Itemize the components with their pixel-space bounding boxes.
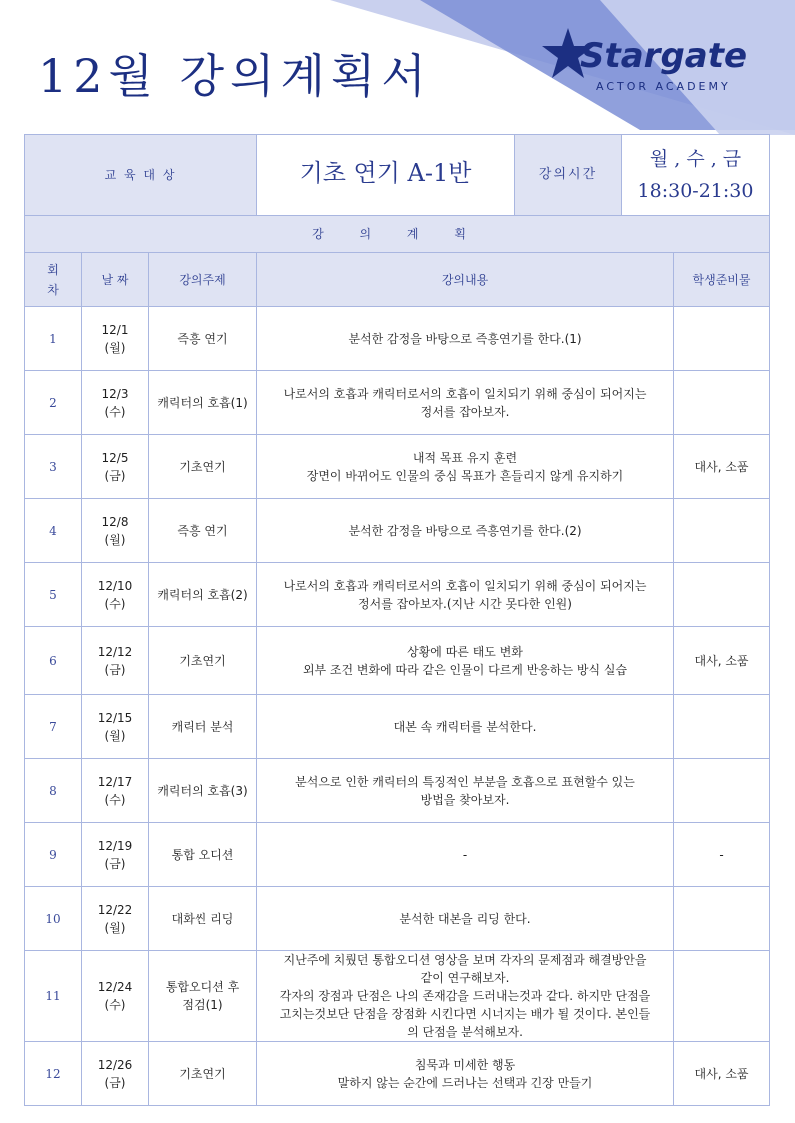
row-materials [674,563,770,627]
col-subject: 강의주제 [149,253,257,307]
target-label: 교 육 대 상 [25,135,257,216]
row-subject: 통합 오디션 [149,823,257,887]
info-row [25,135,770,216]
row-materials [674,951,770,1042]
row-number: 11 [25,951,82,1042]
row-content: 침묵과 미세한 행동 말하지 않는 순간에 드러나는 선택과 긴장 만들기 [257,1042,674,1106]
row-date-value: 12/1 [101,322,129,337]
row-date-value: 12/5 [101,450,129,465]
row-materials [674,499,770,563]
row-subject: 통합오디션 후 점검(1) [149,951,257,1042]
schedule-cell [515,135,770,216]
row-materials [674,695,770,759]
days: 월 , 수 , 금 [649,148,742,170]
row-date [82,1042,149,1106]
row-date [82,307,149,371]
row-number: 3 [25,435,82,499]
row-date-value: 12/10 [97,578,133,593]
row-number: 5 [25,563,82,627]
row-subject: 대화씬 리딩 [149,887,257,951]
row-day: (월) [104,728,126,743]
time-value [622,135,770,215]
row-date [82,371,149,435]
col-round: 회 차 [25,253,82,307]
row-day: (금) [104,468,126,483]
row-number: 8 [25,759,82,823]
table-row [25,823,770,887]
row-subject: 즉흥 연기 [149,499,257,563]
logo-wordmark: Stargate [580,36,748,76]
row-subject: 캐릭터의 호흡(2) [149,563,257,627]
row-day: (금) [104,1075,126,1090]
lecture-rows [25,307,770,1106]
lecture-plan-table [24,134,770,1106]
table-row [25,627,770,695]
row-date-value: 12/26 [97,1057,133,1072]
row-subject: 캐릭터의 호흡(1) [149,371,257,435]
row-day: (금) [104,856,126,871]
row-number: 6 [25,627,82,695]
row-subject: 기초연기 [149,435,257,499]
hours: 18:30-21:30 [637,180,754,202]
row-day: (수) [104,998,126,1012]
row-subject: 즉흥 연기 [149,307,257,371]
row-day: (금) [104,662,126,677]
row-date-value: 12/3 [101,386,129,401]
row-materials [674,307,770,371]
row-day: (수) [104,596,126,611]
row-date [82,695,149,759]
class-name: 기초 연기 A-1반 [257,135,515,216]
table-row [25,307,770,371]
col-materials: 학생준비물 [674,253,770,307]
col-content: 강의내용 [257,253,674,307]
row-content: 내적 목표 유지 훈련 장면이 바뀌어도 인물의 중심 목표가 흔들리지 않게 유지하기 [257,435,674,499]
row-subject: 기초연기 [149,1042,257,1106]
row-content: 지난주에 치뤘던 통합오디션 영상을 보며 각자의 문제점과 해결방안을 같이 연구해보자. 각자의 장점과 단점은 나의 존재감을 드러내는것과 같다. 하지만 단점을 고치는것보단 단점을 장점화 시킨다면 시너지는 배가 될 것이다. 본인들 의 단점을 분석해보자. [257,951,674,1042]
row-number: 7 [25,695,82,759]
row-content: 분석한 감정을 바탕으로 즉흥연기를 한다.(2) [257,499,674,563]
row-number: 1 [25,307,82,371]
row-materials [674,371,770,435]
row-subject: 캐릭터의 호흡(3) [149,759,257,823]
row-date-value: 12/8 [101,514,129,529]
row-content: 분석으로 인한 캐릭터의 특징적인 부분을 호흡으로 표현할수 있는 방법을 찾아보자. [257,759,674,823]
row-date [82,627,149,695]
row-materials [674,759,770,823]
table-row [25,371,770,435]
table-row [25,759,770,823]
row-date [82,499,149,563]
row-date [82,759,149,823]
row-number: 12 [25,1042,82,1106]
row-materials: - [674,823,770,887]
row-number: 9 [25,823,82,887]
row-number: 4 [25,499,82,563]
column-header-row [25,253,770,307]
row-content: 분석한 대본을 리딩 한다. [257,887,674,951]
row-content: 상황에 따른 태도 변화 외부 조건 변화에 따라 같은 인물이 다르게 반응하는 방식 실습 [257,627,674,695]
page-title: 12월 강의계획서 [38,49,432,103]
row-day: (월) [104,340,126,355]
row-number: 10 [25,887,82,951]
table-row [25,435,770,499]
row-subject: 캐릭터 분석 [149,695,257,759]
row-number: 2 [25,371,82,435]
row-date [82,887,149,951]
row-materials: 대사, 소품 [674,1042,770,1106]
col-date: 날 짜 [82,253,149,307]
row-day: (수) [104,404,126,419]
row-date-value: 12/24 [97,980,133,994]
row-date-value: 12/19 [97,838,133,853]
row-date [82,951,149,1042]
row-day: (수) [104,792,126,807]
logo-tagline: ACTOR ACADEMY [596,80,731,93]
row-subject: 기초연기 [149,627,257,695]
row-date [82,435,149,499]
table-row [25,563,770,627]
row-content: 나로서의 호흡과 캐릭터로서의 호흡이 일치되기 위해 중심이 되어지는 정서를 잡아보자.(지난 시간 못다한 인원) [257,563,674,627]
table-row [25,499,770,563]
row-content: - [257,823,674,887]
table-row [25,1042,770,1106]
stargate-logo [540,26,770,98]
table-row [25,951,770,1042]
row-content: 나로서의 호흡과 캐릭터로서의 호흡이 일치되기 위해 중심이 되어지는 정서를 잡아보자. [257,371,674,435]
row-day: (월) [104,532,126,547]
plan-title: 강 의 계 획 [25,216,770,253]
row-date-value: 12/22 [97,902,133,917]
row-date [82,823,149,887]
table-row [25,695,770,759]
row-materials [674,887,770,951]
row-content: 분석한 감정을 바탕으로 즉흥연기를 한다.(1) [257,307,674,371]
table-row [25,887,770,951]
row-content: 대본 속 캐릭터를 분석한다. [257,695,674,759]
row-date-value: 12/15 [97,710,133,725]
row-materials: 대사, 소품 [674,627,770,695]
row-date-value: 12/17 [97,774,133,789]
row-date [82,563,149,627]
row-date-value: 12/12 [97,644,133,659]
time-label: 강의시간 [515,135,622,215]
row-day: (월) [104,920,126,935]
row-materials: 대사, 소품 [674,435,770,499]
